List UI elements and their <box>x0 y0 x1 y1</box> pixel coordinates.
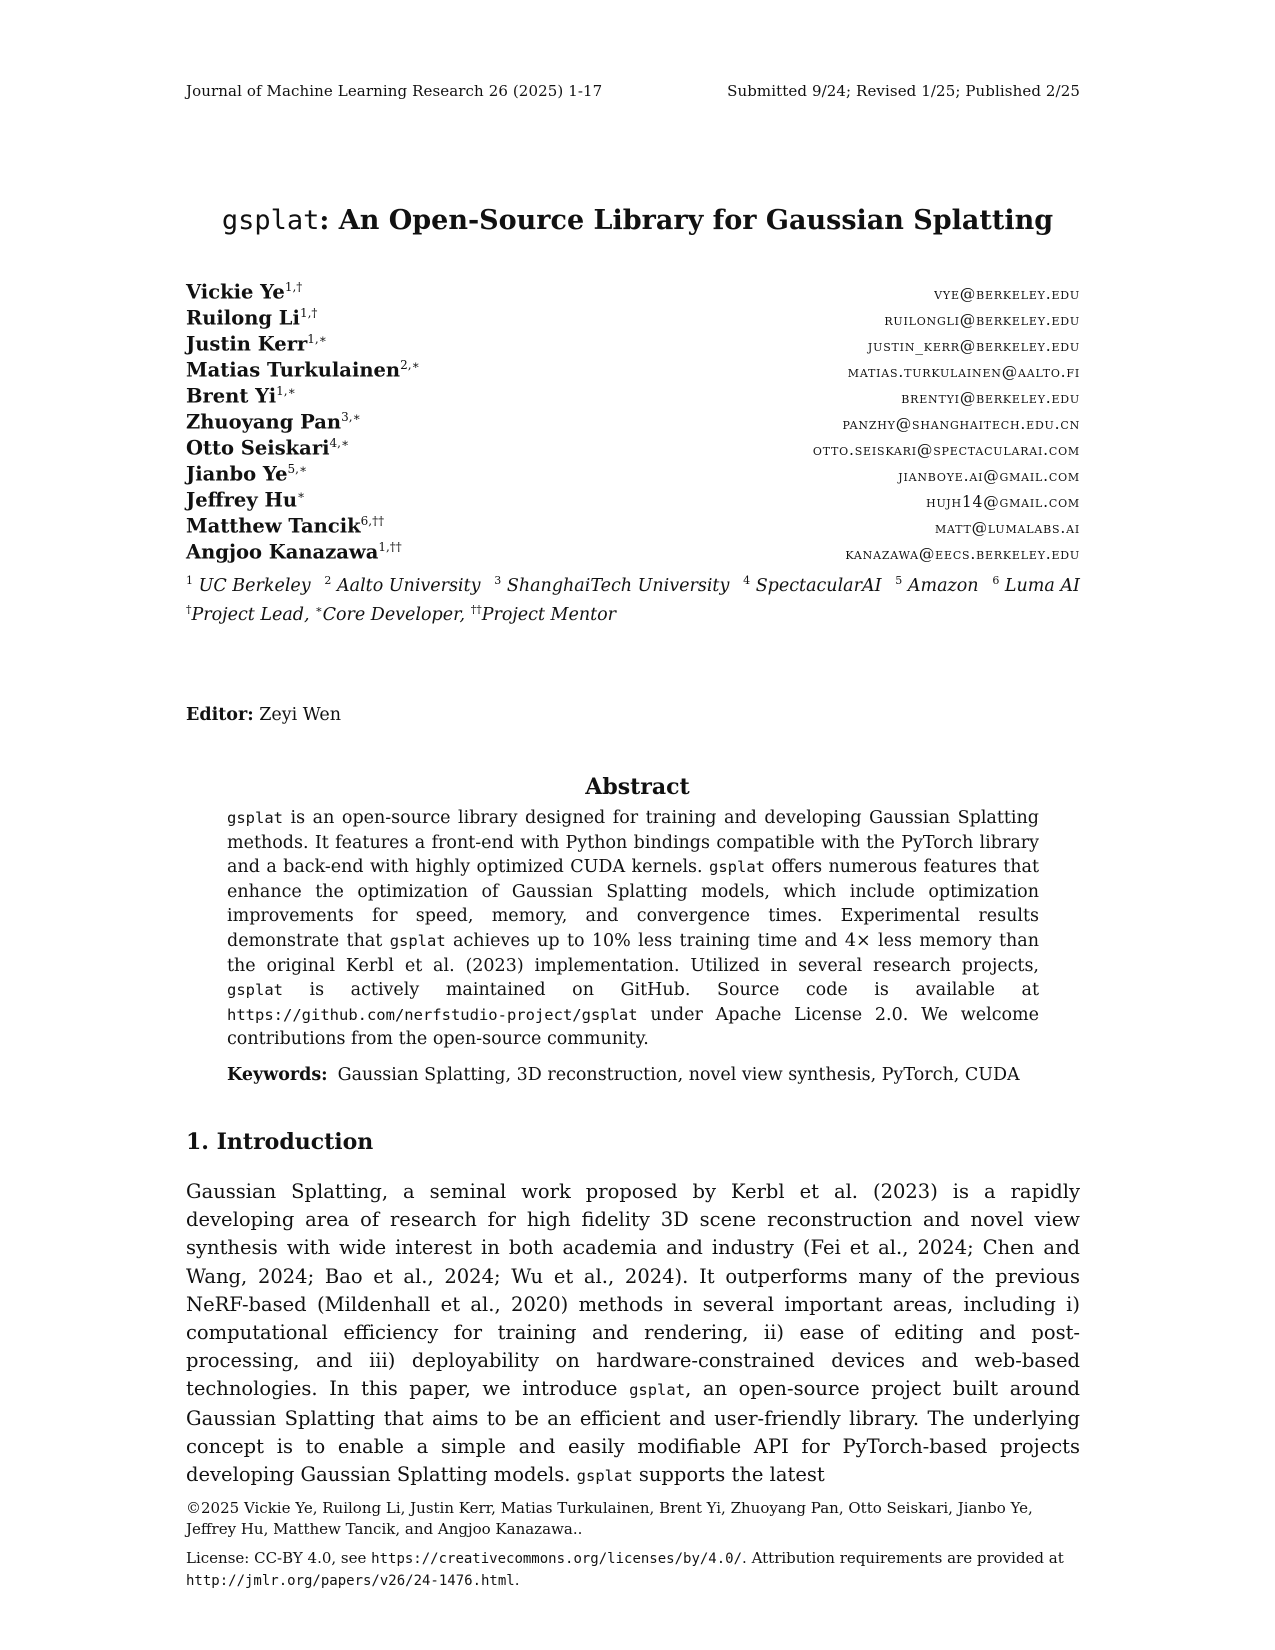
author-sup: 1,∗ <box>276 384 296 398</box>
intro-paragraph: Gaussian Splatting, a seminal work proposed by Kerbl et al. (2023) is a rapidly developing area of research for high fidelity 3D scene reconstruction and novel view synthesis with wide interest in both academia and industry (Fei et al., 2024; Chen and Wang, 2024; Bao et al., 2024; Wu et al., 2024). It outperforms many of the previous NeRF-based (Mildenhall et al., 2020) methods in several important areas, including i) computational efficiency for training and rendering, ii) ease of editing and post-processing, and iii) deployability on hardware-constrained devices and web-based technologies. In this paper, we introduce gsplat, an open-source project built around Gaussian Splatting that aims to be an efficient and user-friendly library. The underlying concept is to enable a simple and easily modifiable API for PyTorch-based projects developing Gaussian Splatting models. gsplat supports the latest <box>186 1180 1080 1487</box>
author-row <box>186 514 1080 540</box>
author-sup: 3,∗ <box>341 410 361 424</box>
author-row <box>186 488 1080 514</box>
abstract-heading: Abstract <box>585 774 690 800</box>
author-sup: 2,∗ <box>400 358 420 372</box>
license-notice: License: CC-BY 4.0, see https://creativecommons.org/licenses/by/4.0/. Attribution requirements are provided at http://jmlr.org/papers/v26/24-1476.html. <box>186 1549 1064 1589</box>
author-row <box>186 462 1080 488</box>
author-name: Otto Seiskari <box>186 436 330 460</box>
author-sup: 1,∗ <box>307 332 327 346</box>
editor-line <box>186 705 341 725</box>
editor-name: Zeyi Wen <box>259 705 341 725</box>
copyright-notice: ©2025 Vickie Ye, Ruilong Li, Justin Kerr, Matias Turkulainen, Brent Yi, Zhuoyang Pan, Otto Seiskari, Jianbo Ye, Jeffrey Hu, Matthew Tancik, and Angjoo Kanazawa.. <box>186 1499 1033 1538</box>
journal-header: Journal of Machine Learning Research 26 (2025) 1-17 <box>186 82 603 100</box>
submission-dates: Submitted 9/24; Revised 1/25; Published 2/25 <box>727 82 1080 100</box>
author-name: Matias Turkulainen <box>186 358 401 382</box>
license-link[interactable]: https://creativecommons.org/licenses/by/4.0/ <box>371 1551 743 1567</box>
affiliation: $^5$ Amazon <box>895 574 979 596</box>
author-name: Justin Kerr <box>186 332 308 356</box>
author-row <box>186 280 1080 306</box>
keywords-text: Gaussian Splatting, 3D reconstruction, novel view synthesis, PyTorch, CUDA <box>337 1065 1020 1085</box>
keywords <box>227 1065 1039 1085</box>
author-email: matt@lumalabs.ai <box>934 518 1080 537</box>
author-sup: 1,† <box>284 280 303 294</box>
paper-title <box>0 205 1275 236</box>
author-email: hujh14@gmail.com <box>926 492 1080 511</box>
affiliation: $^3$ ShanghaiTech University <box>494 574 730 596</box>
section-heading: 1. Introduction <box>186 1129 374 1155</box>
author-sup: ∗ <box>297 488 306 502</box>
author-row <box>186 332 1080 358</box>
paper-link[interactable]: http://jmlr.org/papers/v26/24-1476.html <box>186 1573 515 1589</box>
author-name: Zhuoyang Pan <box>186 410 342 434</box>
author-list <box>186 280 1080 566</box>
author-sup: 6,†† <box>360 514 385 528</box>
author-email: kanazawa@eecs.berkeley.edu <box>845 544 1080 563</box>
author-roles: †Project Lead, ∗Core Developer, ††Project Mentor <box>186 603 617 625</box>
author-row <box>186 436 1080 462</box>
editor-label: Editor: <box>186 705 254 725</box>
author-name: Angjoo Kanazawa <box>186 540 379 564</box>
affiliation: $^2$ Aalto University <box>324 574 481 596</box>
author-email: vye@berkeley.edu <box>934 284 1080 303</box>
author-name: Ruilong Li <box>186 306 300 330</box>
author-email: matias.turkulainen@aalto.fi <box>847 362 1080 381</box>
affiliation: $^6$ Luma AI <box>992 574 1080 596</box>
author-row <box>186 358 1080 384</box>
author-email: brentyi@berkeley.edu <box>901 388 1080 407</box>
author-name: Brent Yi <box>186 384 277 408</box>
author-sup: 1,†† <box>378 540 402 554</box>
author-email: ruilongli@berkeley.edu <box>884 310 1080 329</box>
title-text: : An Open-Source Library for Gaussian Splatting <box>319 205 1054 236</box>
abstract-body: gsplat is an open-source library designed for training and developing Gaussian Splatting methods. It features a front-end with Python bindings compatible with the PyTorch library and a back-end with highly optimized CUDA kernels. gsplat offers numerous features that enhance the optimization of Gaussian Splatting models, which include optimization improvements for speed, memory, and convergence times. Experimental results demonstrate that gsplat achieves up to 10% less training time and 4× less memory than the original Kerbl et al. (2023) implementation. Utilized in several research projects, gsplat is actively maintained on GitHub. Source code is available at https://github.com/nerfstudio-project/gsplat under Apache License 2.0. We welcome contributions from the open-source community. <box>227 808 1039 1050</box>
author-email: jianboye.ai@gmail.com <box>898 466 1080 485</box>
title-code: gsplat <box>221 205 320 236</box>
author-sup: 1,† <box>299 306 318 320</box>
author-sup: 4,∗ <box>329 436 350 450</box>
author-email: justin_kerr@berkeley.edu <box>867 336 1080 355</box>
author-name: Jianbo Ye <box>186 462 288 486</box>
github-link[interactable]: https://github.com/nerfstudio-project/gsplat <box>227 1005 638 1024</box>
author-name: Vickie Ye <box>186 280 285 304</box>
author-row <box>186 306 1080 332</box>
keywords-label: Keywords: <box>227 1065 328 1085</box>
author-email: panzhy@shanghaitech.edu.cn <box>842 414 1080 433</box>
affiliation: $^4$ SpectacularAI <box>743 574 882 596</box>
author-name: Matthew Tancik <box>186 514 361 538</box>
author-row <box>186 410 1080 436</box>
author-row <box>186 384 1080 410</box>
author-email: otto.seiskari@spectacularai.com <box>812 440 1080 459</box>
author-row <box>186 540 1080 566</box>
author-name: Jeffrey Hu <box>186 488 298 512</box>
author-sup: 5,∗ <box>287 462 308 476</box>
affiliation: $^1$ UC Berkeley <box>186 574 311 596</box>
affiliations <box>186 574 1080 596</box>
